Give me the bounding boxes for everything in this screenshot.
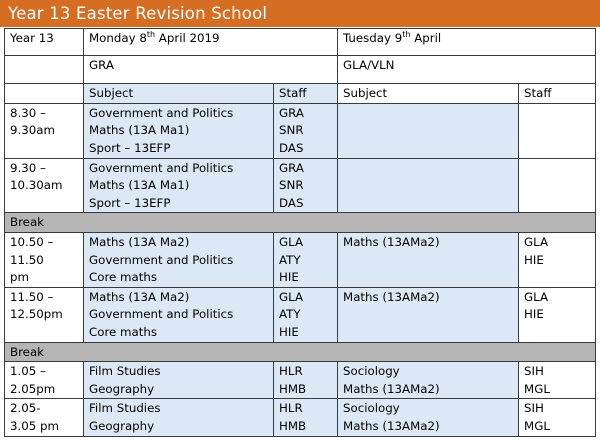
monday-staff-cell-line: DAS bbox=[279, 140, 304, 155]
tuesday-subject-cell-line: Maths (13AMa2) bbox=[343, 234, 440, 249]
monday-subject-cell-line: Sport – 13EFP bbox=[89, 195, 171, 210]
tuesday-subject-cell-line: Maths (13AMa2) bbox=[343, 289, 440, 304]
monday-staff-cell bbox=[274, 287, 338, 342]
time-cell-line: 8.30 – bbox=[10, 105, 46, 120]
timetable-row bbox=[5, 362, 596, 399]
tuesday-staff-cell bbox=[519, 158, 596, 213]
time-cell bbox=[5, 362, 84, 399]
time-cell bbox=[5, 158, 84, 213]
staff-header: Staff bbox=[274, 84, 338, 104]
monday-staff-cell-line: HIE bbox=[279, 270, 299, 285]
time-cell-line: 10.30am bbox=[10, 178, 63, 193]
timetable-row bbox=[5, 158, 596, 213]
monday-subject-cell-line: Core maths bbox=[89, 270, 158, 285]
timetable-row bbox=[5, 287, 596, 342]
monday-staff-cell-line: HMB bbox=[279, 381, 307, 396]
subject-header: Subject bbox=[84, 84, 274, 104]
tuesday-subject-cell-line: Maths (13AMa2) bbox=[343, 418, 440, 433]
timetable bbox=[4, 28, 596, 437]
monday-staff-cell bbox=[274, 399, 338, 436]
monday-subject-cell bbox=[84, 232, 274, 287]
tuesday-subject-cell bbox=[338, 287, 519, 342]
monday-subject-cell-line: Core maths bbox=[89, 324, 158, 339]
monday-subject-cell-line: Maths (13A Ma1) bbox=[89, 178, 190, 193]
time-cell-line: pm bbox=[10, 270, 29, 285]
time-cell-line: 9.30 – bbox=[10, 160, 46, 175]
time-cell-line: 3.05 pm bbox=[10, 418, 59, 433]
tuesday-subject-cell bbox=[338, 158, 519, 213]
monday-subject-cell bbox=[84, 287, 274, 342]
monday-subject-cell bbox=[84, 399, 274, 436]
tuesday-staff-cell-line: MGL bbox=[524, 381, 550, 396]
tuesday-staff-cell-line: SIH bbox=[524, 364, 544, 379]
time-cell-line: 2.05- bbox=[10, 401, 41, 416]
header-row-days bbox=[5, 29, 596, 56]
monday-subject-cell bbox=[84, 158, 274, 213]
break-row bbox=[5, 213, 596, 233]
monday-staff-cell-line: GRA bbox=[279, 105, 304, 120]
day2-lead: GLA/VLN bbox=[338, 56, 596, 84]
time-cell-line: 11.50 – bbox=[10, 289, 54, 304]
monday-subject-cell-line: Geography bbox=[89, 418, 155, 433]
tuesday-staff-cell bbox=[519, 103, 596, 158]
tuesday-staff-cell-line: SIH bbox=[524, 401, 544, 416]
tuesday-staff-cell bbox=[519, 399, 596, 436]
monday-staff-cell-line: SNR bbox=[279, 178, 304, 193]
tuesday-staff-cell-line: MGL bbox=[524, 418, 550, 433]
monday-subject-cell-line: Government and Politics bbox=[89, 252, 234, 267]
monday-staff-cell-line: HMB bbox=[279, 418, 307, 433]
monday-subject-cell-line: Geography bbox=[89, 381, 155, 396]
tuesday-subject-cell bbox=[338, 399, 519, 436]
monday-staff-cell bbox=[274, 362, 338, 399]
year-label: Year 13 bbox=[5, 29, 84, 56]
monday-staff-cell bbox=[274, 158, 338, 213]
monday-subject-cell-line: Film Studies bbox=[89, 401, 161, 416]
monday-staff-cell-line: SNR bbox=[279, 123, 304, 138]
monday-subject-cell-line: Film Studies bbox=[89, 364, 161, 379]
monday-staff-cell-line: DAS bbox=[279, 195, 304, 210]
monday-staff-cell bbox=[274, 232, 338, 287]
time-cell bbox=[5, 232, 84, 287]
monday-subject-cell-line: Government and Politics bbox=[89, 307, 234, 322]
monday-staff-cell-line: ATY bbox=[279, 252, 301, 267]
staff-header: Staff bbox=[519, 84, 596, 104]
tuesday-staff-cell-line: HIE bbox=[524, 252, 544, 267]
monday-staff-cell-line: GLA bbox=[279, 234, 304, 249]
tuesday-subject-cell-line: Sociology bbox=[343, 364, 400, 379]
blank-cell bbox=[5, 84, 84, 104]
day2-heading: Tuesday 9th April bbox=[338, 29, 596, 56]
timetable-row bbox=[5, 103, 596, 158]
time-cell bbox=[5, 399, 84, 436]
monday-staff-cell-line: GRA bbox=[279, 160, 304, 175]
monday-subject-cell bbox=[84, 103, 274, 158]
monday-staff-cell-line: HLR bbox=[279, 364, 303, 379]
time-cell-line: 1.05 – bbox=[10, 364, 46, 379]
time-cell bbox=[5, 103, 84, 158]
day1-heading: Monday 8th April 2019 bbox=[84, 29, 338, 56]
tuesday-subject-cell bbox=[338, 362, 519, 399]
tuesday-staff-cell-line: GLA bbox=[524, 234, 549, 249]
time-cell-line: 12.50pm bbox=[10, 307, 63, 322]
monday-staff-cell-line: HIE bbox=[279, 324, 299, 339]
page-title: Year 13 Easter Revision School bbox=[0, 0, 600, 27]
tuesday-staff-cell-line: HIE bbox=[524, 307, 544, 322]
tuesday-subject-cell-line: Sociology bbox=[343, 401, 400, 416]
day1-lead: GRA bbox=[84, 56, 338, 84]
monday-subject-cell-line: Maths (13A Ma1) bbox=[89, 123, 190, 138]
monday-subject-cell-line: Sport – 13EFP bbox=[89, 140, 171, 155]
column-header-row bbox=[5, 84, 596, 104]
header-row-leads bbox=[5, 56, 596, 84]
blank-cell bbox=[5, 56, 84, 84]
monday-staff-cell-line: GLA bbox=[279, 289, 304, 304]
monday-subject-cell-line: Maths (13A Ma2) bbox=[89, 234, 190, 249]
tuesday-subject-cell-line: Maths (13AMa2) bbox=[343, 381, 440, 396]
tuesday-staff-cell bbox=[519, 362, 596, 399]
monday-staff-cell bbox=[274, 103, 338, 158]
time-cell-line: 11.50 bbox=[10, 252, 44, 267]
subject-header: Subject bbox=[338, 84, 519, 104]
timetable-row bbox=[5, 232, 596, 287]
time-cell bbox=[5, 287, 84, 342]
monday-subject-cell-line: Government and Politics bbox=[89, 105, 234, 120]
timetable-row bbox=[5, 399, 596, 436]
monday-subject-cell-line: Government and Politics bbox=[89, 160, 234, 175]
tuesday-staff-cell bbox=[519, 287, 596, 342]
tuesday-staff-cell-line: GLA bbox=[524, 289, 549, 304]
time-cell-line: 9.30am bbox=[10, 123, 55, 138]
time-cell-line: 10.50 – bbox=[10, 234, 54, 249]
break-label: Break bbox=[5, 213, 596, 233]
tuesday-staff-cell bbox=[519, 232, 596, 287]
tuesday-subject-cell bbox=[338, 103, 519, 158]
monday-subject-cell-line: Maths (13A Ma2) bbox=[89, 289, 190, 304]
monday-staff-cell-line: HLR bbox=[279, 401, 303, 416]
time-cell-line: 2.05pm bbox=[10, 381, 56, 396]
tuesday-subject-cell bbox=[338, 232, 519, 287]
break-row bbox=[5, 342, 596, 362]
monday-staff-cell-line: ATY bbox=[279, 307, 301, 322]
monday-subject-cell bbox=[84, 362, 274, 399]
break-label: Break bbox=[5, 342, 596, 362]
